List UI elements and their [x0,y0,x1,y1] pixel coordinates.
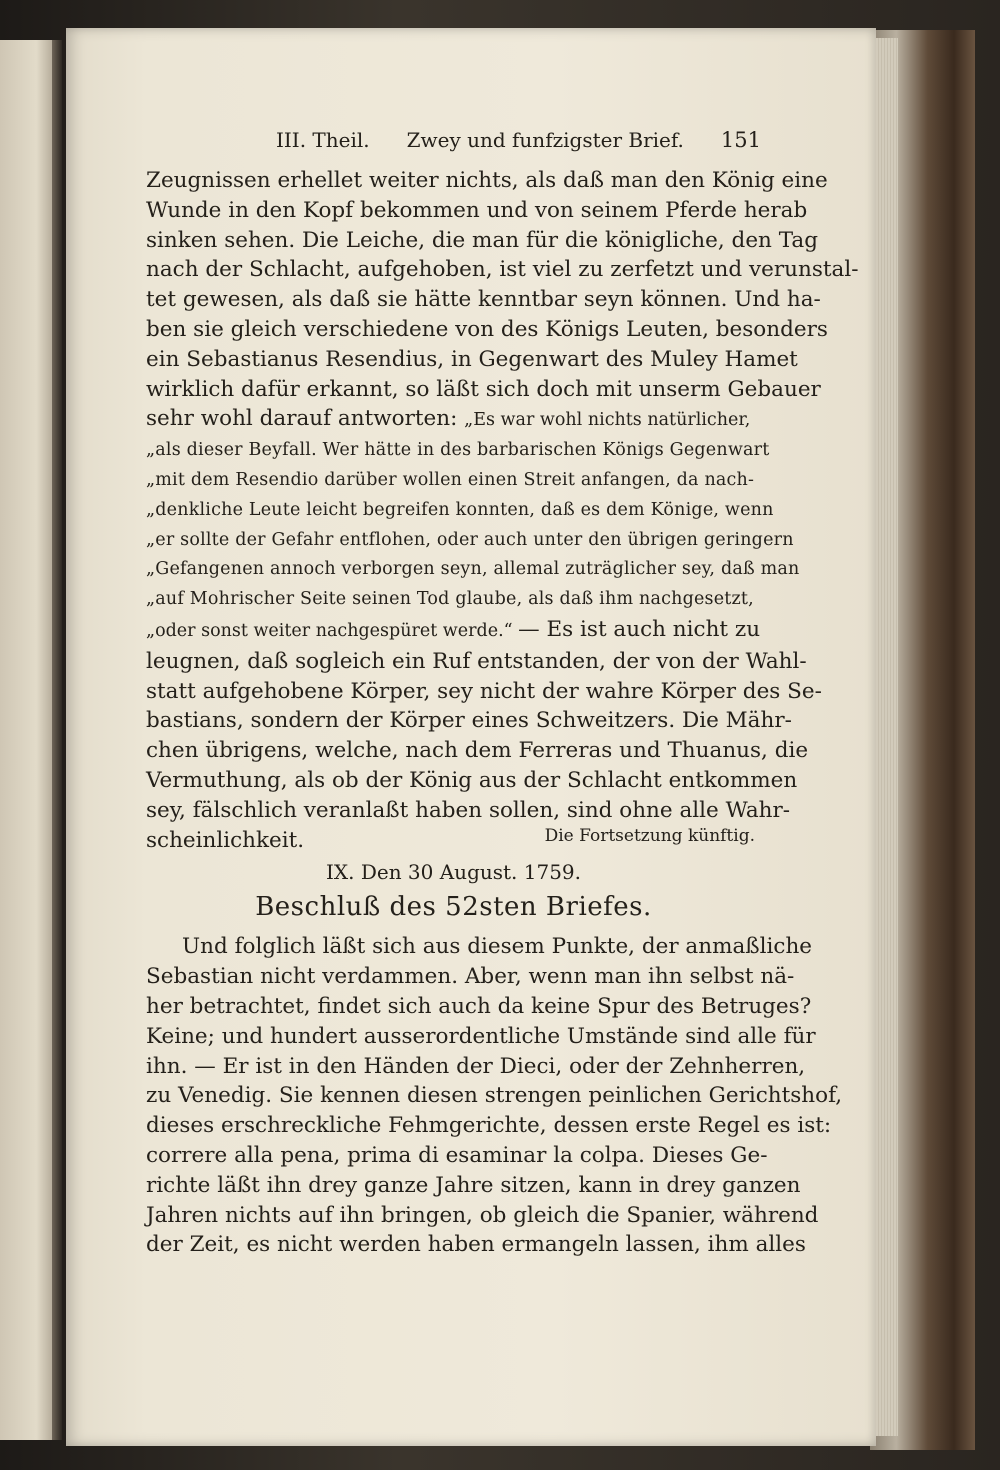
continuation-note: Die Fortsetzung künftig. [544,826,755,847]
text-line: scheinlichkeit. [146,827,305,853]
text-line: Jahren nichts auf ihn bringen, ob gleich die Spanier, während [146,1202,819,1228]
text-line: ihn. — Er ist in den Händen der Dieci, oder der Zehnherren, [146,1053,806,1079]
text-line: ein Sebastianus Resendius, in Gegenwart des Muley Hamet [146,346,798,372]
text-line: richte läßt ihn drey ganze Jahre sitzen, kann in drey ganzen [146,1172,801,1198]
section-heading: IX. Den 30 August. 1759. [325,860,582,885]
text-line-mixed [146,404,761,436]
text-line: sey, fälschlich veranlaßt haben sollen, sind ohne alle Wahr- [146,797,791,823]
text-line: Vermuthung, als ob der König aus der Schlacht entkommen [146,767,798,793]
text-line: wirklich dafür erkannt, so läßt sich doch mit unserm Gebauer [146,376,821,402]
text-line: chen übrigens, welche, nach dem Ferreras und Thuanus, die [146,738,809,764]
running-head-title: Zwey und funfzigster Brief. [406,128,684,152]
quote-segment: „Es war wohl nichts natürlicher, [464,410,751,431]
quote-line: „auf Mohrischer Seite seinen Tod glaube, als daß ihm nachgesetzt, [146,589,754,610]
paragraph-1 [146,166,859,436]
text-line: statt aufgehobene Körper, sey nicht der wahre Körper des Se- [146,678,822,704]
text-line: der Zeit, es nicht werden haben ermangeln lassen, ihm alles [146,1232,806,1258]
quote-segment: „oder sonst weiter nachgespüret werde.“ [146,620,519,641]
text-line: nach der Schlacht, aufgehoben, ist viel zu zerfetzt und verunstal- [146,257,859,283]
text-line: Sebastian nicht verdammen. Aber, wenn man ihn selbst nä- [146,964,795,990]
quote-line: „denkliche Leute leicht begreifen konnten, daß es dem Könige, wenn [146,499,774,520]
text-line: ben sie gleich verschiedene von des Königs Leuten, besonders [146,316,828,342]
text-segment: sehr wohl darauf antworten: [146,406,465,432]
text-line: Zeugnissen erhellet weiter nichts, als daß man den König eine [146,168,828,193]
quote-line: „als dieser Beyfall. Wer hätte in des barbarischen Königs Gegenwart [146,440,770,461]
text-line: her betrachtet, findet sich auch da keine Spur des Betruges? [146,993,812,1019]
running-head [146,128,761,152]
gutter-shadow [52,40,62,1440]
text-line: dieses erschreckliche Fehmgerichte, dessen erste Regel es ist: [146,1113,832,1139]
facing-page-edge [0,40,52,1440]
text-line: zu Venedig. Sie kennen diesen strengen peinlichen Gerichtshof, [146,1083,843,1109]
book-page [66,28,876,1446]
text-line: Keine; und hundert ausserordentliche Umstände sind alle für [146,1023,816,1049]
quote-line: „er sollte der Gefahr entflohen, oder auch unter den übrigen geringern [146,529,794,550]
text-line-mixed [146,615,761,647]
text-line: Wunde in den Kopf bekommen und von seinem Pferde herab [146,197,808,223]
page-content [146,128,859,1260]
letter-title: Beschluß des 52sten Briefes. [255,892,652,923]
text-line: correre alla pena, prima di esaminar la colpa. Dieses Ge- [146,1142,768,1168]
text-line: bastians, sondern der Körper eines Schweitzers. Die Mähr- [146,708,792,734]
paragraph-1-continued [146,615,822,855]
quote-line: „Gefangenen annoch verborgen seyn, allemal zuträglicher sey, daß man [146,559,800,580]
text-segment: — Es ist auch nicht zu [518,616,761,642]
text-line: leugnen, daß sogleich ein Ruf entstanden, der von der Wahl- [146,648,807,674]
page-number: 151 [720,128,761,152]
text-line: tet gewesen, als daß sie hätte kenntbar seyn können. Und ha- [146,287,821,313]
paragraph-2 [146,932,843,1260]
running-head-part: III. Theil. [276,128,370,152]
text-line: sinken sehen. Die Leiche, die man für die königliche, den Tag [146,227,818,253]
text-line: Und folglich läßt sich aus diesem Punkte, der anmaßliche [182,934,813,960]
quote-line: „mit dem Resendio darüber wollen einen Streit anfangen, da nach- [146,469,755,490]
quotation-block [146,436,800,615]
